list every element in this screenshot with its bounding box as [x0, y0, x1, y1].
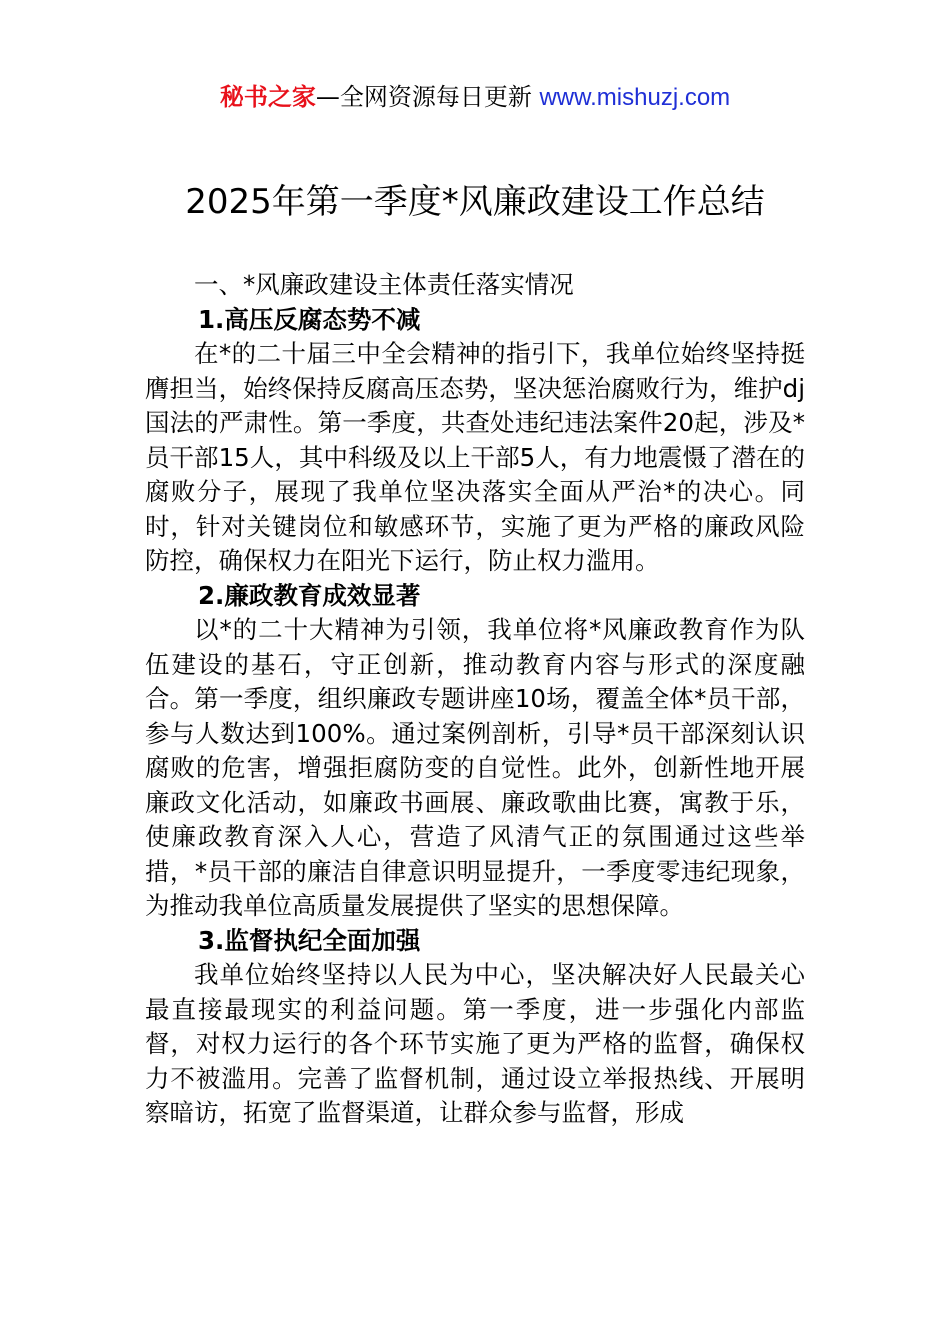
header-tagline: —全网资源每日更新 [315, 83, 540, 111]
subsection-paragraph-1: 在*的二十届三中全会精神的指引下，我单位始终坚持挺膺担当，始终保持反腐高压态势，坚决惩治腐败行为，维护dj国法的严肃性。第一季度，共查处违纪违法案件20起，涉及*员干部15人，其中科级及以上干部5人，有力地震慑了潜在的腐败分子，展现了我单位坚决落实全面从严治*的决心。同时，针对关键岗位和敏感环节，实施了更为严格的廉政风险防控，确保权力在阳光下运行，防止权力滥用。 [145, 339, 805, 575]
subsection-paragraph-3: 我单位始终坚持以人民为中心，坚决解决好人民最关心最直接最现实的利益问题。第一季度，进一步强化内部监督，对权力运行的各个环节实施了更为严格的监督，确保权力不被滥用。完善了监督机制，通过设立举报热线、开展明察暗访，拓宽了监督渠道，让群众参与监督，形成 [145, 960, 805, 1127]
subsection-heading-3: 3.监督执纪全面加强 [198, 925, 421, 955]
brand-name: 秘书之家 [219, 83, 316, 111]
section-heading: 一、*风廉政建设主体责任落实情况 [194, 270, 574, 299]
document-body [145, 268, 805, 1131]
site-header [0, 80, 950, 115]
subsection-heading-2: 2.廉政教育成效显著 [198, 580, 421, 610]
subsection-paragraph-2: 以*的二十大精神为引领，我单位将*风廉政教育作为队伍建设的基石，守正创新，推动教育内容与形式的深度融合。第一季度，组织廉政专题讲座10场，覆盖全体*员干部，参与人数达到100%。通过案例剖析，引导*员干部深刻认识腐败的危害，增强拒腐防变的自觉性。此外，创新性地开展廉政文化活动，如廉政书画展、廉政歌曲比赛，寓教于乐，使廉政教育深入人心，营造了风清气正的氛围通过这些举措，*员干部的廉洁自律意识明显提升，一季度零违纪现象，为推动我单位高质量发展提供了坚实的思想保障。 [145, 615, 805, 920]
site-url-link[interactable]: www.mishuzj.com [539, 84, 731, 111]
page-title: 2025年第一季度*风廉政建设工作总结 [185, 182, 765, 222]
subsection-heading-1: 1.高压反腐态势不减 [198, 304, 421, 334]
